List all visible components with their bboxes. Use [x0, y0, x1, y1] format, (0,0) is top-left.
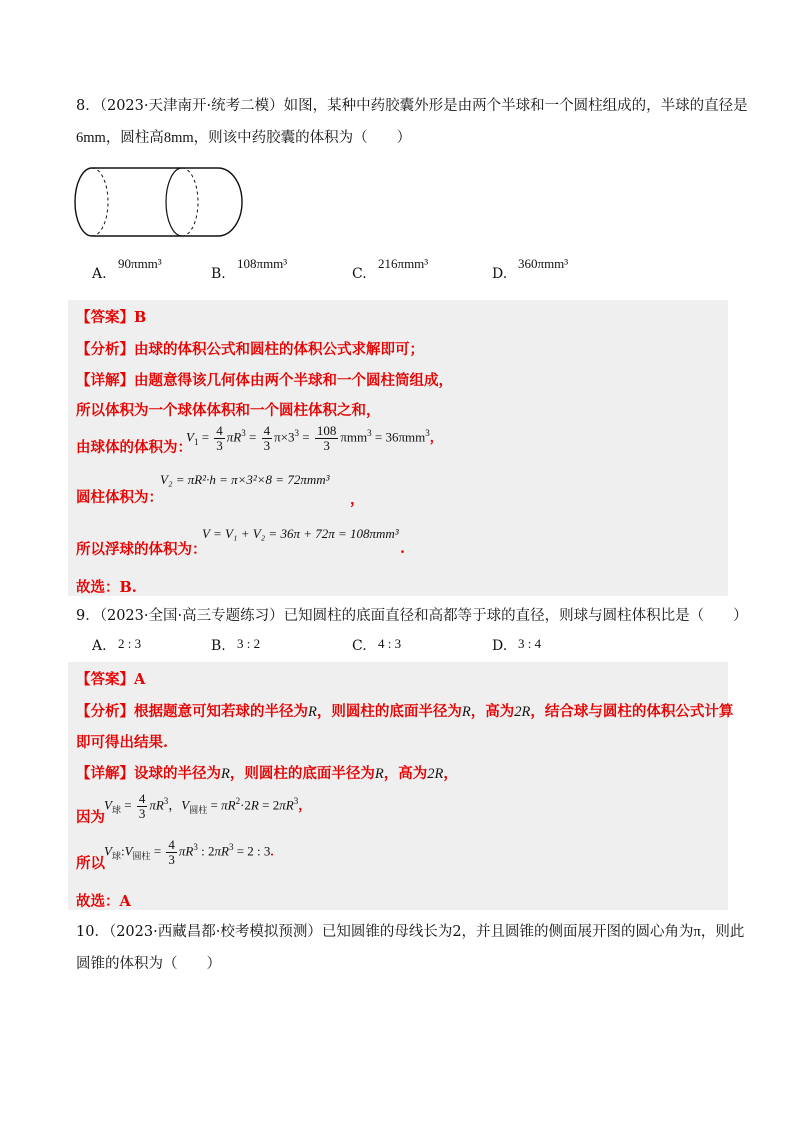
q9-option-b-value: 3 : 2: [237, 636, 261, 651]
q8-detail-line4-label: 圆柱体积为：: [76, 489, 163, 506]
q8-detail-period: .: [400, 540, 406, 557]
q8-detail-comma: ，: [350, 491, 365, 508]
q9-option-b[interactable]: B.: [211, 638, 226, 654]
q8-diameter: 6mm: [76, 130, 106, 146]
capsule-figure: [72, 164, 248, 240]
q9-option-a-value: 2 : 3: [118, 636, 142, 651]
q9-analysis-line2: 即可得出结果.: [76, 734, 169, 751]
q8-analysis: 【分析】由球的体积公式和圆柱的体积公式求解即可；: [76, 341, 424, 358]
q8-detail-line5-label: 所以浮球的体积为：: [76, 541, 207, 558]
q9-option-c-value: 4 : 3: [378, 636, 402, 651]
q8-stem-line2: 6mm，圆柱高8mm，则该中药胶囊的体积为（ ）: [76, 130, 412, 146]
q8-option-a-value: 90πmm³: [118, 256, 162, 271]
q8-option-d[interactable]: D.: [492, 266, 508, 282]
q8-option-b-value: 108πmm³: [237, 256, 288, 271]
q8-cylinder-volume-formula: V₂ = πR²·h = π×3²×8 = 72πmm³: [160, 472, 330, 487]
q8-detail-line3-label: 由球体的体积为：: [76, 439, 192, 456]
q8-option-c[interactable]: C.: [352, 266, 367, 282]
q9-ratio-formula: $V_球:V_{圆柱}$ = $\frac{4}{3}$ $\pi R^3$ : $2\pi R^3 = 2$ : 3.: [104, 837, 274, 867]
q8-stem-line1: 8．（2023·天津南开·统考二模）如图，某种中药胶囊外形是由两个半球和一个圆柱组成的，半球的直径是: [76, 98, 748, 114]
q8-sphere-volume-formula: $V_1$ = $\frac{4}{3}$ $\pi R^3$ = $\frac{4}{3}$ $\pi\times 3^3$ = $\frac{108}{3}$ πmm$^3$ = 36πmm$^3$，: [186, 423, 443, 453]
q9-detail-line1: 【详解】设球的半径为R，则圆柱的底面半径为R，高为2R，: [76, 765, 458, 782]
q9-detail-line3-label: 所以: [76, 855, 105, 872]
q9-detail-line2-label: 因为: [76, 809, 105, 826]
q8-option-c-value: 216πmm³: [378, 256, 429, 271]
q8-detail-line2: 所以体积为一个球体体积和一个圆柱体积之和，: [76, 402, 381, 419]
q8-option-b[interactable]: B.: [211, 266, 226, 282]
q9-stem: 9．（2023·全国·高三专题练习）已知圆柱的底面直径和高都等于球的直径，则球与圆柱体积比是（ ）: [76, 608, 748, 624]
q8-option-d-value: 360πmm³: [518, 256, 569, 271]
q8-height: 8mm: [163, 130, 194, 146]
q8-conclusion: 故选：B.: [76, 579, 137, 596]
q9-option-d[interactable]: D.: [492, 638, 508, 654]
q9-answer: 【答案】A: [76, 671, 146, 688]
q8-detail-line1: 【详解】由题意得该几何体由两个半球和一个圆柱筒组成，: [76, 372, 453, 389]
q9-conclusion: 故选：A: [76, 893, 131, 910]
q8-answer: 【答案】B: [76, 309, 147, 326]
q10-stem-line1: 10．（2023·西藏昌都·校考模拟预测）已知圆锥的母线长为2，并且圆锥的侧面展开图的圆心角为π，则此: [76, 924, 745, 940]
q9-option-a[interactable]: A.: [92, 638, 107, 654]
q8-total-volume-formula: V = V₁ + V₂ = 36π + 72π = 108πmm³: [202, 526, 399, 541]
q9-volume-formulas: $V_球$ = $\frac{4}{3}$ $\pi R^3$，$V_{圆柱} = \pi R^2\cdot 2R = 2\pi R^3$，: [104, 791, 312, 821]
q9-analysis-line1: 【分析】根据题意可知若球的半径为R，则圆柱的底面半径为R，高为2R，结合球与圆柱的体积公式计算: [76, 703, 734, 720]
q10-stem-line2: 圆锥的体积为（ ）: [76, 956, 221, 972]
q9-option-d-value: 3 : 4: [518, 636, 542, 651]
q9-option-c[interactable]: C.: [352, 638, 367, 654]
q8-option-a[interactable]: A.: [92, 266, 107, 282]
